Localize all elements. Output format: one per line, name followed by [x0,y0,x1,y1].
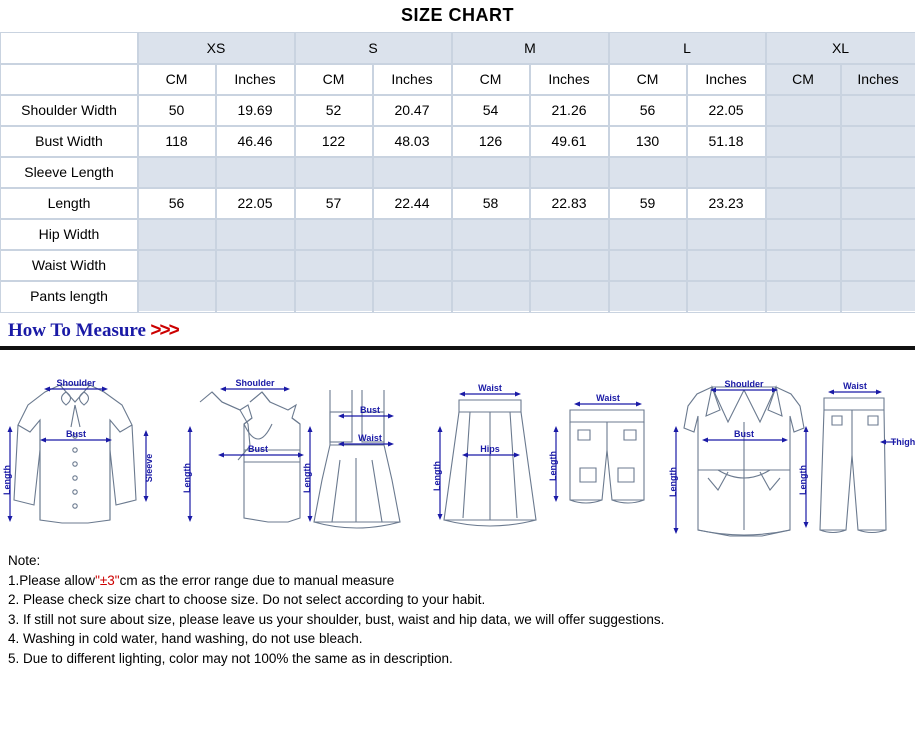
table-header-units [1,64,915,95]
cell-pants-xl-in [841,281,915,312]
unit-header-l-cm: CM [609,64,687,95]
svg-text:Waist: Waist [596,393,620,403]
label-camisole-bust [218,444,304,458]
note-line-3: 3. If still not sure about size, please leave us your shoulder, bust, waist and hip data, we will offer suggestions. [8,611,665,627]
cell-bust-l-cm: 130 [609,126,687,157]
svg-text:Hips: Hips [480,444,500,454]
cell-bust-xs-in: 46.46 [216,126,295,157]
table-row [1,250,915,281]
cell-hip-m-cm [452,219,530,250]
cell-waist-xl-cm [766,250,841,281]
note-line-2: 2. Please check size chart to choose size. Do not select according to your habit. [8,592,486,607]
svg-text:Thigh: Thigh [890,437,915,447]
size-header-l: L [609,33,766,64]
row-label-hip-width: Hip Width [1,219,138,250]
cell-length-xl-in [841,188,915,219]
unit-header-xs-cm: CM [138,64,216,95]
row-label-length: Length [1,188,138,219]
label-blouse-shoulder [44,378,108,392]
cell-shoulder-m-cm: 54 [452,95,530,126]
svg-text:Waist: Waist [358,433,382,443]
unit-header-m-cm: CM [452,64,530,95]
table-header-sizes [1,33,915,64]
cell-hip-xl-in [841,219,915,250]
how-to-measure-heading: How To Measure [8,320,146,341]
cell-pants-m-cm [452,281,530,312]
figure-blouse [14,385,136,523]
row-label-shoulder-width: Shoulder Width [1,95,138,126]
cell-hip-xl-cm [766,219,841,250]
figure-pinafore-dress [314,390,400,528]
svg-text:Length: Length [182,463,192,493]
cell-hip-s-in [373,219,452,250]
label-shorts-waist [574,393,642,407]
svg-text:Length: Length [548,451,558,481]
cell-bust-xs-cm: 118 [138,126,216,157]
cell-sleeve-s-in [373,157,452,188]
svg-text:Sleeve: Sleeve [144,453,154,483]
cell-bust-m-in: 49.61 [530,126,609,157]
note-line-1: 1.Please allow"±3"cm as the error range due to manual measure [8,572,395,588]
label-shorts-length [548,426,559,502]
unit-header-xs-in: Inches [216,64,295,95]
how-to-measure-section [0,320,915,342]
cell-waist-s-in [373,250,452,281]
figure-pants [820,398,886,533]
cell-waist-s-cm [295,250,373,281]
label-coat-shoulder [710,379,778,393]
svg-text:Length: Length [798,465,808,495]
cell-shoulder-xs-cm: 50 [138,95,216,126]
cell-bust-l-in: 51.18 [687,126,766,157]
svg-text:Length: Length [2,465,12,495]
table-row [1,126,915,157]
label-skirt-hips [462,444,520,458]
size-chart-table [0,32,915,312]
cell-waist-xl-in [841,250,915,281]
cell-sleeve-m-in [530,157,609,188]
cell-sleeve-s-cm [295,157,373,188]
cell-length-xl-cm [766,188,841,219]
measure-figures [0,350,915,545]
cell-shoulder-xs-in: 19.69 [216,95,295,126]
table-row [1,157,915,188]
notes-heading: Note: [8,553,41,568]
label-pants-waist [828,381,882,395]
cell-length-xs-in: 22.05 [216,188,295,219]
notes-section [0,545,915,668]
row-label-sleeve-length: Sleeve Length [1,157,138,188]
cell-length-s-in: 22.44 [373,188,452,219]
cell-sleeve-l-cm [609,157,687,188]
cell-bust-s-in: 48.03 [373,126,452,157]
unit-header-xl-cm: CM [766,64,841,95]
note-line-5: 5. Due to different lighting, color may not 100% the same as in description. [8,650,453,666]
cell-length-m-cm: 58 [452,188,530,219]
cell-length-xs-cm: 56 [138,188,216,219]
cell-waist-xs-cm [138,250,216,281]
table-corner-cell-2 [1,64,138,95]
figure-camisole [200,392,300,522]
cell-sleeve-xs-cm [138,157,216,188]
svg-text:Shoulder: Shoulder [56,378,96,388]
cell-sleeve-l-in [687,157,766,188]
label-skirt-length [432,426,443,520]
size-header-xl: XL [766,33,915,64]
label-blouse-sleeve [144,430,155,502]
svg-text:Shoulder: Shoulder [724,379,764,389]
note-line-4: 4. Washing in cold water, hand washing, do not use bleach. [8,631,363,646]
label-pants-length [798,426,809,528]
unit-header-m-in: Inches [530,64,609,95]
cell-shoulder-xl-cm [766,95,841,126]
label-camisole-shoulder [220,378,290,392]
unit-header-xl-in: Inches [841,64,915,95]
svg-text:Length: Length [432,461,442,491]
svg-text:Shoulder: Shoulder [235,378,275,388]
cell-sleeve-m-cm [452,157,530,188]
cell-bust-m-cm: 126 [452,126,530,157]
cell-pants-xs-cm [138,281,216,312]
cell-length-s-cm: 57 [295,188,373,219]
label-blouse-bust [40,429,112,443]
cell-hip-l-cm [609,219,687,250]
cell-waist-l-in [687,250,766,281]
size-header-m: M [452,33,609,64]
unit-header-l-in: Inches [687,64,766,95]
figure-long-coat [684,387,804,536]
unit-header-s-in: Inches [373,64,452,95]
label-pinafore-waist [338,433,394,447]
cell-pants-l-in [687,281,766,312]
cell-pants-s-in [373,281,452,312]
cell-sleeve-xl-in [841,157,915,188]
label-coat-length [668,426,679,534]
svg-text:Bust: Bust [248,444,268,454]
arrows-icon: >>> [150,320,178,341]
cell-shoulder-s-in: 20.47 [373,95,452,126]
cell-pants-xs-in [216,281,295,312]
row-label-pants-length: Pants length [1,281,138,312]
cell-waist-m-cm [452,250,530,281]
cell-sleeve-xl-cm [766,157,841,188]
svg-text:Bust: Bust [734,429,754,439]
label-skirt-waist [459,383,521,397]
cell-waist-m-in [530,250,609,281]
cell-bust-xl-cm [766,126,841,157]
cell-bust-s-cm: 122 [295,126,373,157]
table-row [1,95,915,126]
svg-text:Length: Length [668,467,678,497]
cell-shoulder-l-in: 22.05 [687,95,766,126]
page-title: SIZE CHART [401,5,514,25]
svg-text:Waist: Waist [843,381,867,391]
cell-hip-s-cm [295,219,373,250]
figure-shorts [570,410,644,503]
size-header-s: S [295,33,452,64]
cell-waist-xs-in [216,250,295,281]
cell-length-l-cm: 59 [609,188,687,219]
cell-hip-xs-in [216,219,295,250]
figure-skirt [444,400,536,526]
label-coat-bust [702,429,788,443]
table-row [1,281,915,312]
cell-length-m-in: 22.83 [530,188,609,219]
cell-shoulder-xl-in [841,95,915,126]
label-pinafore-length [302,426,313,522]
cell-waist-l-cm [609,250,687,281]
table-corner-cell [1,33,138,64]
table-row [1,219,915,250]
cell-shoulder-s-cm: 52 [295,95,373,126]
svg-text:Bust: Bust [66,429,86,439]
label-blouse-length [2,426,13,522]
svg-text:Length: Length [302,463,312,493]
row-label-waist-width: Waist Width [1,250,138,281]
cell-pants-l-cm [609,281,687,312]
svg-text:Waist: Waist [478,383,502,393]
cell-length-l-in: 23.23 [687,188,766,219]
size-header-xs: XS [138,33,295,64]
table-row [1,188,915,219]
cell-shoulder-l-cm: 56 [609,95,687,126]
cell-bust-xl-in [841,126,915,157]
label-camisole-length [182,426,193,522]
cell-pants-m-in [530,281,609,312]
cell-shoulder-m-in: 21.26 [530,95,609,126]
cell-hip-m-in [530,219,609,250]
cell-pants-s-cm [295,281,373,312]
cell-hip-xs-cm [138,219,216,250]
cell-pants-xl-cm [766,281,841,312]
label-pants-thigh [880,437,915,447]
unit-header-s-cm: CM [295,64,373,95]
svg-text:Bust: Bust [360,405,380,415]
row-label-bust-width: Bust Width [1,126,138,157]
cell-hip-l-in [687,219,766,250]
cell-sleeve-xs-in [216,157,295,188]
